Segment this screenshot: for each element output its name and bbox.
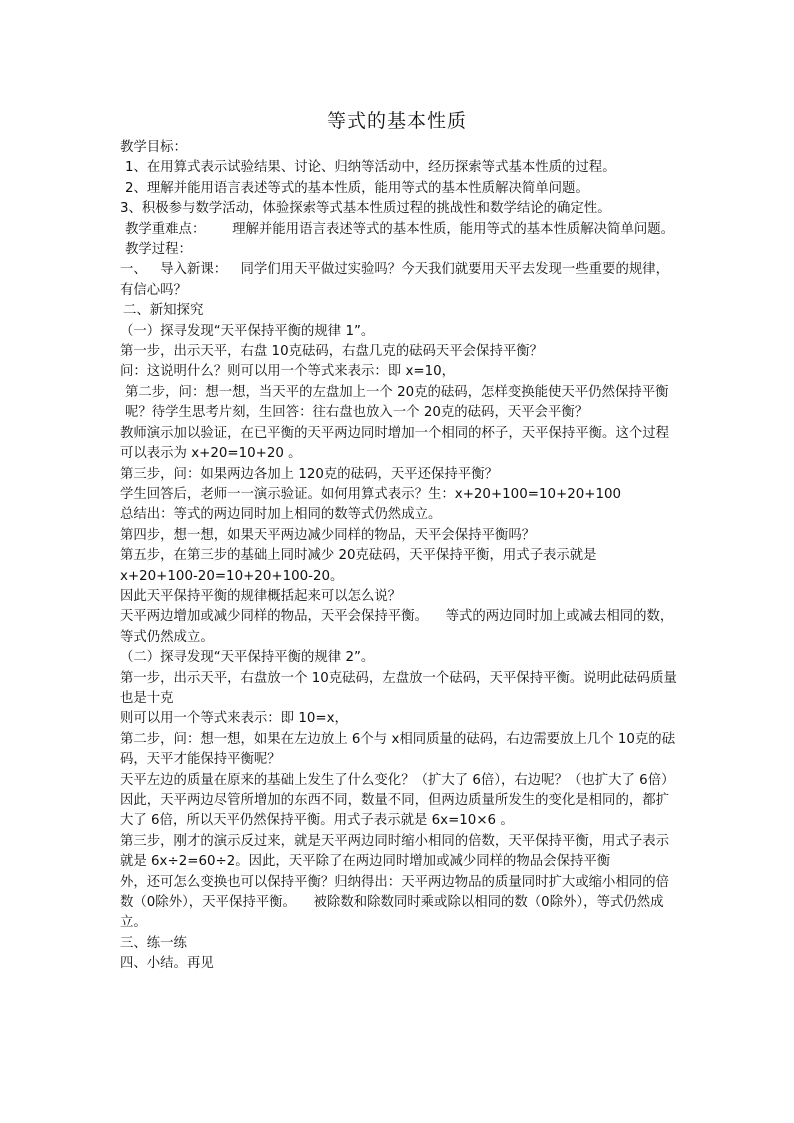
paragraph: 教学重难点： 理解并能用语言表述等式的基本性质，能用等式的基本性质解决简单问题。 教学过程： — [125, 221, 675, 258]
paragraph: 第二步，问：想一想，当天平的左盘加上一个 20克的砝码，怎样变换能使天平仍然保持平衡呢？待学生思考片刻，生回答：往右盘也放入一个 20克的砝码，天平会平衡？ — [125, 384, 669, 421]
paragraph: 学生回答后，老师一一演示验证。如何用算式表示？生：x+20+100=10+20+100 — [120, 486, 622, 502]
paragraph: （二）探寻发现“天平保持平衡的规律 2”。 — [120, 650, 375, 666]
paragraph: （一）探寻发现“天平保持平衡的规律 1”。 — [120, 323, 375, 339]
paragraph: 一、 导入新课： 同学们用天平做过实验吗？今天我们就要用天平去发现一些重要的规律，有信心吗？ — [120, 262, 670, 298]
paragraph: 天平左边的质量在原来的基础上发生了什么变化？（扩大了 6倍），右边呢？（也扩大了 6倍）因此，天平两边尽管所增加的东西不同，数量不同，但两边质量所发生的变化是相同的，都扩大了 6倍，所以天平仍然保持平衡。用式子表示就是 6x=10×6 。 — [120, 772, 675, 829]
document-title: 等式的基本性质 — [326, 110, 467, 132]
paragraph: 教学目标： — [120, 140, 187, 155]
paragraph: x+20+100-20=10+20+100-20。 — [120, 568, 344, 584]
paragraph: 总结出：等式的两边同时加上相同的数等式仍然成立。 — [120, 507, 442, 523]
paragraph: 第一步，出示天平，右盘放一个 10克砝码，左盘放一个砝码，天平保持平衡。说明此砝码质量也是十克 — [120, 670, 677, 706]
paragraph: 1、在用算式表示试验结果、讨论、归纳等活动中，经历探索等式基本性质的过程。 — [125, 160, 616, 176]
paragraph: 第一步，出示天平，右盘 10克砝码，右盘几克的砝码天平会保持平衡？ — [120, 344, 544, 360]
paragraph: 教师演示加以验证，在已平衡的天平两边同时增加一个相同的杯子，天平保持平衡。这个过程可以表示为 x+20=10+20 。 — [120, 425, 670, 462]
paragraph: 第五步，在第三步的基础上同时减少 20克砝码，天平保持平衡，用式子表示就是 — [120, 548, 597, 564]
paragraph: 问：这说明什么？则可以用一个等式来表示：即 x=10， — [120, 364, 456, 380]
paragraph: 四、小结。再见 — [120, 956, 214, 972]
paragraph: 第二步，问：想一想，如果在左边放上 6个与 x相同质量的砝码，右边需要放上几个 10克的砝码，天平才能保持平衡呢？ — [120, 731, 676, 768]
document-body — [120, 138, 680, 975]
paragraph: 则可以用一个等式来表示：即 10=x， — [120, 711, 348, 727]
paragraph: 因此天平保持平衡的规律概括起来可以怎么说？ — [120, 588, 402, 604]
paragraph: 外，还可怎么变换也可以保持平衡？归纳得出：天平两边物品的质量同时扩大或缩小相同的倍数（0除外），天平保持平衡。 被除数和除数同时乘或除以相同的数（0除外），等式仍然成立。 — [120, 874, 670, 931]
paragraph: 天平两边增加或减少同样的物品，天平会保持平衡。 等式的两边同时加上或减去相同的数，等式仍然成立。 — [120, 609, 674, 645]
paragraph: 第三步，问：如果两边各加上 120克的砝码，天平还保持平衡？ — [120, 466, 498, 482]
paragraph: 2、理解并能用语言表述等式的基本性质，能用等式的基本性质解决简单问题。 — [125, 180, 589, 196]
paragraph: 第四步，想一想，如果天平两边减少同样的物品，天平会保持平衡吗？ — [120, 527, 536, 543]
paragraph: 3、积极参与数学活动，体验探索等式基本性质过程的挑战性和数学结论的确定性。 — [120, 201, 611, 217]
paragraph: 三、练一练 — [120, 935, 187, 951]
paragraph: 二、新知探究 — [123, 303, 204, 319]
paragraph: 第三步，刚才的演示反过来，就是天平两边同时缩小相同的倍数，天平保持平衡，用式子表示就是 6x÷2=60÷2。因此，天平除了在两边同时增加或减少同样的物品会保持平衡 — [120, 833, 670, 870]
